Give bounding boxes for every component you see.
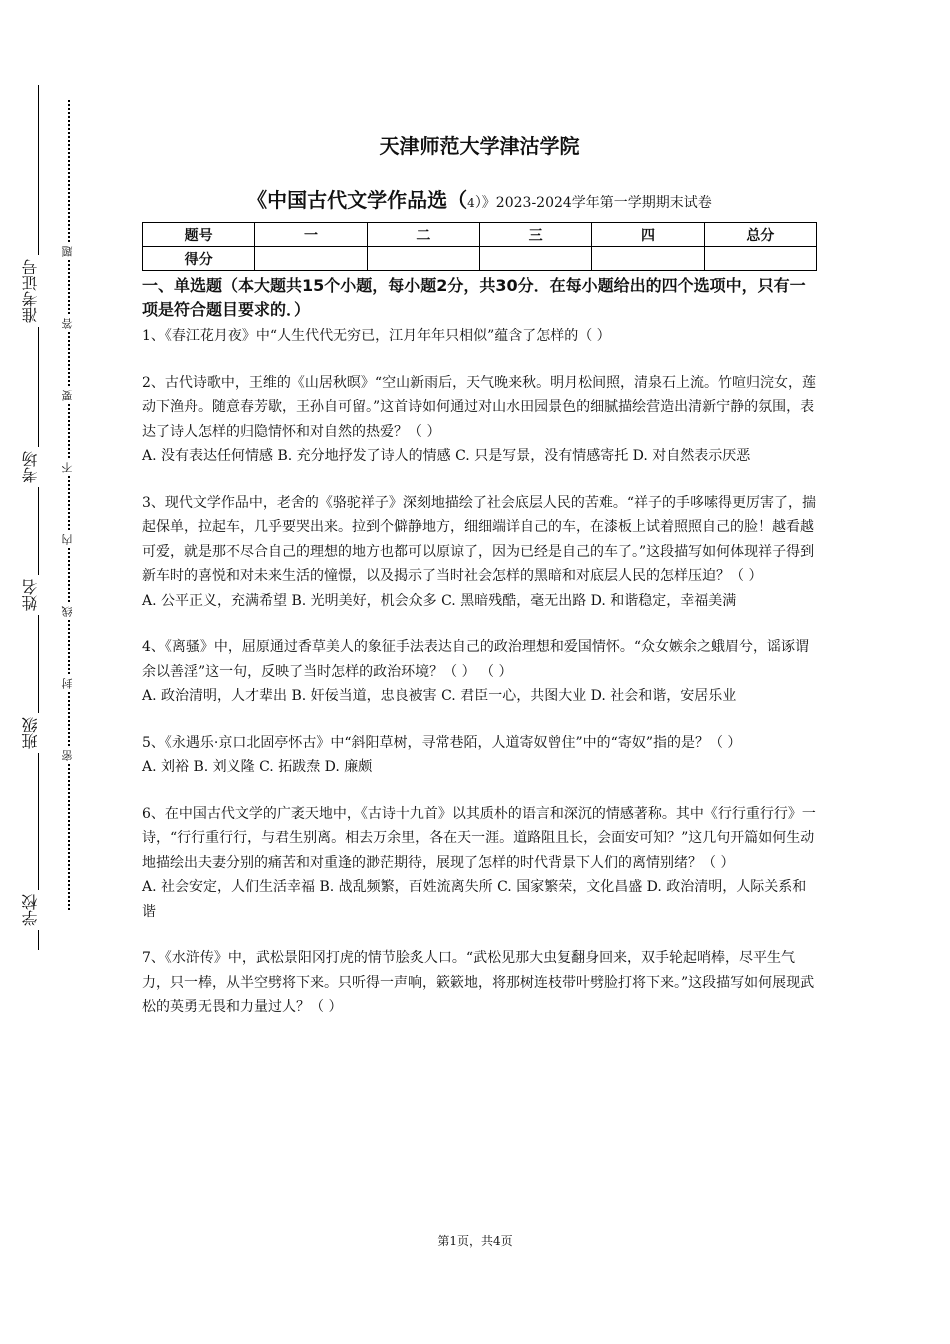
score-table bbox=[142, 222, 817, 271]
score-header-cell: 四 bbox=[592, 223, 704, 247]
score-cell bbox=[479, 247, 591, 271]
course-volume: 4 bbox=[467, 196, 475, 210]
seal-char: 内 bbox=[62, 531, 74, 548]
question-2 bbox=[142, 371, 817, 469]
exam-page bbox=[142, 130, 817, 1042]
question-stem: 3、现代文学作品中，老舍的《骆驼祥子》深刻地描绘了社会底层人民的苦难。“祥子的手哆嗦得更厉害了，揣起保单，拉起车，几乎要哭出来。拉到个僻静地方，细细端详自己的车，在漆板上试着照照自己的脸！越看越可爱，就是那不尽合自己的理想的地方也都可以原谅了，因为已经是自己的车了。”这段描写如何体现祥子得到新车时的喜悦和对未来生活的憧憬，以及揭示了当时社会怎样的黑暗和对底层人民的怎样压迫？（ ） bbox=[142, 494, 817, 584]
question-1 bbox=[142, 324, 817, 349]
school-name: 天津师范大学津沽学院 bbox=[379, 134, 580, 158]
seal-char: 不 bbox=[62, 459, 74, 476]
term-title: ）》2023-2024学年第一学期期末试卷 bbox=[474, 195, 712, 211]
score-row bbox=[143, 247, 817, 271]
seal-dotted-line bbox=[68, 100, 70, 910]
question-4 bbox=[142, 635, 817, 709]
question-stem: 5、《永遇乐·京口北固亭怀古》中“斜阳草树，寻常巷陌，人道寄奴曾住”中的“寄奴”指的是？（ ） bbox=[142, 734, 742, 751]
question-options: A. 没有表达任何情感 B. 充分地抒发了诗人的情感 C. 只是写景，没有情感寄托 D. 对自然表示厌恶 bbox=[142, 448, 751, 464]
course-name: 《中国古代文学作品选（ bbox=[247, 188, 468, 212]
seal-char: 题 bbox=[62, 243, 74, 260]
section-title: 一、单选题（本大题共15个小题，每小题2分，共30分．在每小题给出的四个选项中，只有一项是符合题目要求的．） bbox=[142, 276, 806, 319]
binding-margin bbox=[0, 0, 120, 1344]
question-6 bbox=[142, 802, 817, 925]
seal-char: 答 bbox=[62, 315, 74, 332]
question-3 bbox=[142, 491, 817, 614]
score-cell bbox=[255, 247, 367, 271]
score-header-cell: 一 bbox=[255, 223, 367, 247]
field-label-name: 姓名 bbox=[22, 575, 40, 615]
exam-title bbox=[142, 182, 817, 218]
question-5 bbox=[142, 731, 817, 780]
seal-char: 密 bbox=[62, 747, 74, 764]
score-cell bbox=[367, 247, 479, 271]
score-cell bbox=[592, 247, 704, 271]
score-header-cell: 二 bbox=[367, 223, 479, 247]
field-label-exam-id: 准考证号 bbox=[22, 255, 40, 327]
field-label-school: 学校 bbox=[22, 890, 40, 930]
question-options: A. 社会安定，人们生活幸福 B. 战乱频繁，百姓流离失所 C. 国家繁荣，文化昌盛 D. 政治清明，人际关系和谐 bbox=[142, 879, 807, 920]
question-stem: 1、《春江花月夜》中“人生代代无穷已，江月年年只相似”蕴含了怎样的（ ） bbox=[142, 328, 611, 344]
question-stem: 6、在中国古代文学的广袤天地中，《古诗十九首》以其质朴的语言和深沉的情感著称。其中《行行重行行》一诗，“行行重行行，与君生别离。相去万余里，各在天一涯。道路阻且长，会面安可知？”这几句开篇如何生动地描绘出夫妻分别的痛苦和对重逢的渺茫期待，展现了怎样的时代背景下人们的离情别绪？（ ） bbox=[142, 805, 816, 871]
question-stem: 4、《离骚》中，屈原通过香草美人的象征手法表达自己的政治理想和爱国情怀。“众女嫉余之蛾眉兮，谣诼谓余以善淫”这一句，反映了当时怎样的政治环境？（ ） （ ） bbox=[142, 639, 810, 680]
page-footer: 第1页，共4页 bbox=[437, 1234, 513, 1248]
score-cell bbox=[704, 247, 816, 271]
score-header-cell: 总分 bbox=[704, 223, 816, 247]
score-header-cell: 三 bbox=[479, 223, 591, 247]
seal-char: 线 bbox=[62, 603, 74, 620]
question-options: A. 刘裕 B. 刘义隆 C. 拓跋焘 D. 廉颇 bbox=[142, 759, 373, 775]
question-options: A. 政治清明，人才辈出 B. 奸佞当道，忠良被害 C. 君臣一心，共图大业 D. 社会和谐，安居乐业 bbox=[142, 688, 737, 704]
score-header-row bbox=[143, 223, 817, 247]
question-stem: 7、《水浒传》中，武松景阳冈打虎的情节脍炙人口。“武松见那大虫复翻身回来，双手轮起哨棒，尽平生气力，只一棒，从半空劈将下来。只听得一声响，簌簌地，将那树连枝带叶劈脸打将下来。”这段描写如何展现武松的英勇无畏和力量过人？（ ） bbox=[142, 950, 815, 1015]
field-label-class: 班级 bbox=[22, 713, 40, 753]
question-stem: 2、古代诗歌中，王维的《山居秋暝》“空山新雨后，天气晚来秋。明月松间照，清泉石上流。竹喧归浣女，莲动下渔舟。随意春芳歇，王孙自可留。”这首诗如何通过对山水田园景色的细腻描绘营造出清新宁静的氛围，表达了诗人怎样的归隐情怀和对自然的热爱？（ ） bbox=[142, 374, 817, 440]
seal-char: 封 bbox=[62, 675, 74, 692]
score-header-cell: 题号 bbox=[143, 223, 255, 247]
field-label-exam-room: 考场 bbox=[22, 447, 40, 487]
binding-line bbox=[38, 85, 39, 950]
question-7 bbox=[142, 946, 817, 1020]
score-row-label: 得分 bbox=[143, 247, 255, 271]
question-options: A. 公平正义，充满希望 B. 光明美好，机会众多 C. 黑暗残酷，毫无出路 D. 和谐稳定，幸福美满 bbox=[142, 592, 737, 609]
seal-char: 要 bbox=[62, 387, 74, 404]
